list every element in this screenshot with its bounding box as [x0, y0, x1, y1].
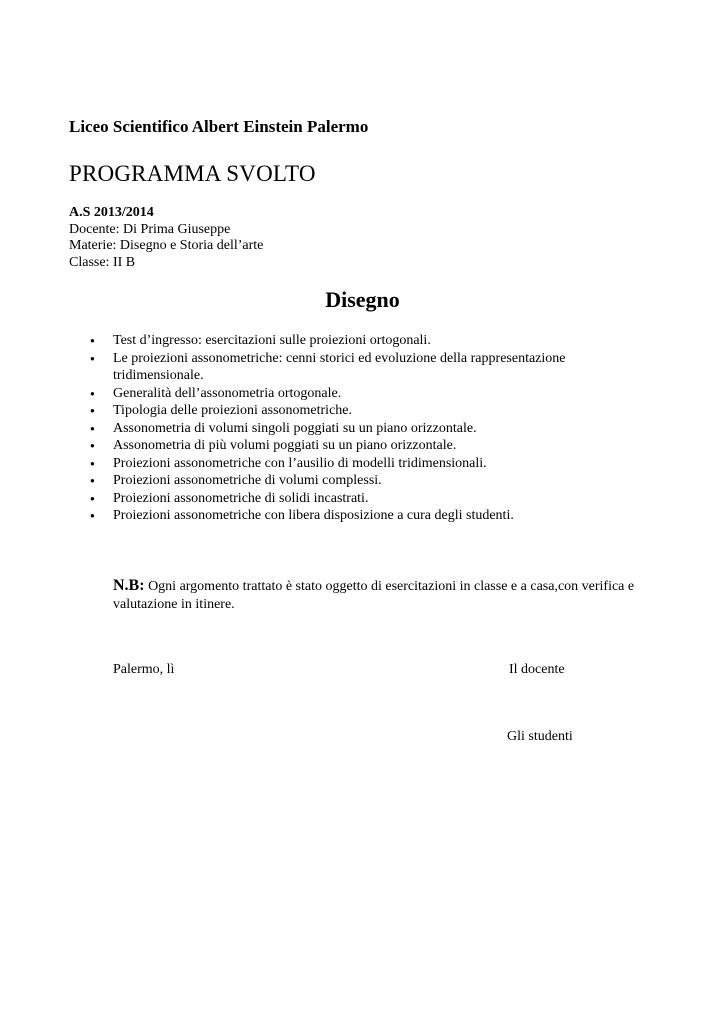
section-title: Disegno	[325, 287, 400, 312]
subjects-line: Materie: Disegno e Storia dell’arte	[69, 238, 264, 253]
list-item: ● Le proiezioni assonometriche: cenni storici ed evoluzione della rappresentazione tridimensionale.	[90, 350, 630, 385]
school-name: Liceo Scientifico Albert Einstein Palermo	[69, 117, 369, 136]
list-item: ● Proiezioni assonometriche con l’ausilio di modelli tridimensionali.	[90, 455, 630, 473]
class-line: Classe: II B	[69, 254, 136, 270]
document-title: PROGRAMMA SVOLTO	[69, 161, 316, 186]
note-paragraph	[113, 577, 658, 614]
list-item: ● Test d’ingresso: esercitazioni sulle proiezioni ortogonali.	[90, 332, 630, 350]
teacher-line: Docente: Di Prima Giuseppe	[69, 221, 231, 237]
list-item: ● Proiezioni assonometriche con libera disposizione a cura degli studenti.	[90, 507, 630, 525]
note-label: N.B:	[113, 577, 145, 594]
place-date: Palermo, lì	[113, 662, 175, 677]
list-item: ● Tipologia delle proiezioni assonometriche.	[90, 402, 630, 420]
school-year: A.S 2013/2014	[69, 205, 154, 220]
list-item: ● Assonometria di volumi singoli poggiati su un piano orizzontale.	[90, 420, 630, 438]
list-item: ● Assonometria di più volumi poggiati su un piano orizzontale.	[90, 437, 630, 455]
document-meta	[69, 205, 263, 271]
list-item: ● Generalità dell’assonometria ortogonale.	[90, 385, 630, 403]
list-item: ● Proiezioni assonometriche di volumi complessi.	[90, 472, 630, 490]
students-signature-label: Gli studenti	[507, 729, 573, 744]
note-text: Ogni argomento trattato è stato oggetto di esercitazioni in classe e a casa,con verifica e valutazione in itinere.	[113, 579, 635, 612]
list-item: ● Proiezioni assonometriche di solidi incastrati.	[90, 490, 630, 508]
topic-list	[90, 332, 630, 525]
teacher-signature-label: Il docente	[509, 662, 565, 677]
